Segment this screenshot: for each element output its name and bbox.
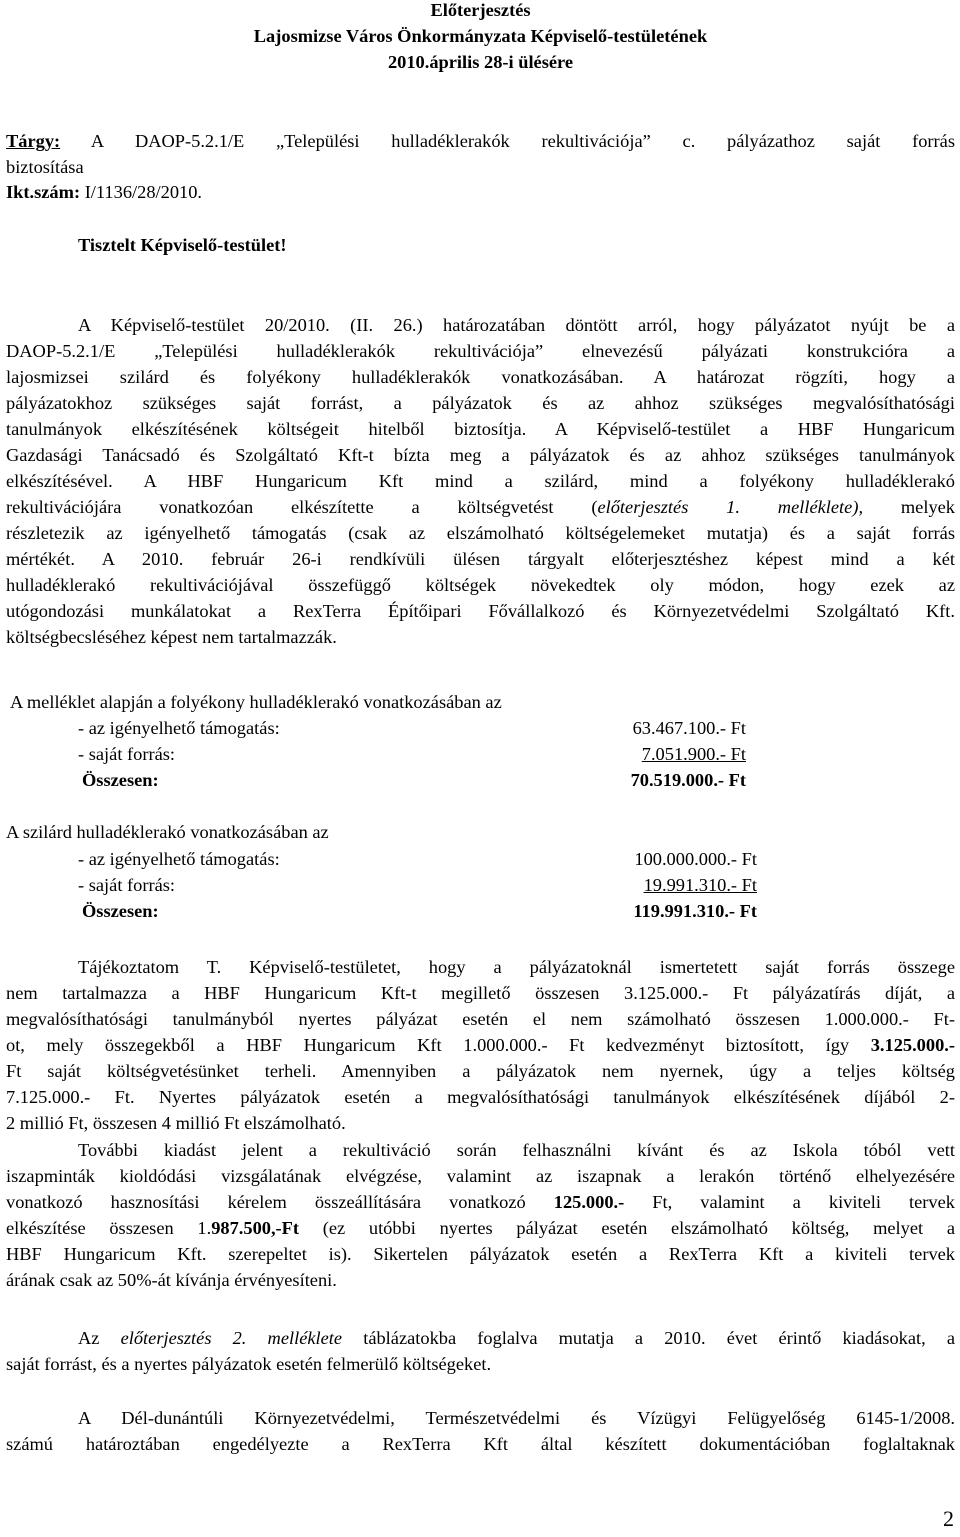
para1-line: A Képviselő-testület 20/2010. (II. 26.) határozatában döntött arról, hogy pályázatot nyújt be a [78, 315, 955, 335]
para5-line: számú határoztában engedélyezte a RexTerra Kft által készített dokumentációban foglaltaknak [6, 1434, 955, 1454]
para3-line [6, 1189, 955, 1215]
file-number-value: I/1136/28/2010. [84, 182, 203, 202]
file-number [6, 179, 955, 205]
para1-line: utógondozási munkálatokat a RexTerra Építőipari Fővállalkozó és Környezetvédelmi Szolgáltató Kft. [6, 601, 955, 621]
salutation: Tisztelt Képviselő-testület! [78, 235, 287, 255]
para3-line: iszapminták kioldódási vizsgálatának elvégzése, valamint az iszapnak a lerakón történő elhelyezésére [6, 1166, 955, 1186]
subject-line [6, 128, 955, 154]
para1-line: tanulmányok elkészítésének költségeit hitelből biztosítja. A Képviselő-testület a HBF Hungaricum [6, 419, 955, 439]
doc-type-title: Előterjesztés [430, 0, 531, 20]
para1-line: lajosmizsei szilárd és folyékony hulladéklerakók vonatkozásában. A határozat rögzíti, hogy a [6, 367, 955, 387]
para1-line: elkészítésével. A HBF Hungaricum Kft mind a szilárd, mind a folyékony hulladéklerakó [6, 471, 955, 491]
solid-total-label: Összesen: [82, 901, 159, 921]
solid-support-value: 100.000.000.- Ft [634, 849, 757, 869]
para3-text: vonatkozó hasznosítási kérelem összeállítására vonatkozó [6, 1192, 554, 1212]
liquid-total-label: Összesen: [82, 770, 159, 790]
para2-line: Ft saját költségvetésünket terheli. Amennyiben a pályázatok nem nyernek, úgy a teljes költség [6, 1061, 955, 1081]
para1-line: hulladéklerakó rekultivációjával összefüggő költségek növekedtek oly módon, hogy ezek az [6, 575, 955, 595]
subject-label: Tárgy: [6, 131, 61, 151]
para1-text: melyek [863, 497, 955, 517]
liquid-own-value: 7.051.900.- Ft [641, 744, 746, 764]
para2-line: 7.125.000.- Ft. Nyertes pályázatok esetén a megvalósíthatósági tanulmányok elkészítésének díjából 2- [6, 1087, 955, 1107]
file-number-label: Ikt.szám: [6, 182, 81, 202]
para1-line: DAOP-5.2.1/E „Települési hulladéklerakók rekultivációja” elnevezésű pályázati konstrukcióra a [6, 341, 955, 361]
solid-own-label: - saját forrás: [78, 875, 176, 895]
para4-text: táblázatokba foglalva mutatja a 2010. évet érintő kiadásokat, a [342, 1328, 956, 1348]
para2-line [6, 1032, 955, 1058]
application-cost-amount: 125.000.- [553, 1192, 625, 1212]
para1-line [6, 494, 955, 520]
annex2-reference: előterjesztés 2. melléklete [120, 1328, 343, 1348]
para3-text: elkészítése összesen 1. [6, 1218, 212, 1238]
para4-line: saját forrást, és a nyertes pályázatok esetén felmerülő költségeket. [6, 1354, 492, 1374]
annex1-reference: előterjesztés 1. melléklete), [597, 497, 864, 517]
solid-own-value: 19.991.310.- Ft [643, 875, 757, 895]
para1-line: Gazdasági Tanácsadó és Szolgáltató Kft-t bízta meg a pályázatok és az ahhoz szükséges tanulmányok [6, 445, 955, 465]
solid-intro: A szilárd hulladéklerakó vonatkozásában az [6, 822, 329, 842]
liquid-intro: A melléklet alapján a folyékony hulladéklerakó vonatkozásában az [10, 692, 502, 712]
para1-line: részletezik az igényelhető támogatás (csak az elszámolható költségelemeket mutatja) és a saját forrás [6, 523, 955, 543]
para3-text: (ez utóbbi nyertes pályázat esetén elszámolható költség, melyet a [299, 1218, 955, 1238]
para3-line: HBF Hungaricum Kft. szerepeltet is). Sikertelen pályázatok esetén a RexTerra Kft a kiviteli tervek [6, 1244, 955, 1264]
para5-line: A Dél-dunántúli Környezetvédelmi, Természetvédelmi és Vízügyi Felügyelőség 6145-1/2008. [78, 1408, 955, 1428]
para3-line: árának csak az 50%-át kívánja érvényesíteni. [6, 1270, 337, 1290]
liquid-support-value: 63.467.100.- Ft [632, 718, 746, 738]
para1-line: költségbecsléséhez képest nem tartalmazzák. [6, 627, 337, 647]
para2-line: 2 millió Ft, összesen 4 millió Ft elszámolható. [6, 1113, 346, 1133]
council-title: Lajosmizse Város Önkormányzata Képviselő-testületének [253, 26, 708, 46]
design-cost-amount: 987.500,-Ft [211, 1218, 300, 1238]
liquid-total-value: 70.519.000.- Ft [630, 770, 746, 790]
para2-line: Tájékoztatom T. Képviselő-testületet, hogy a pályázatoknál ismertetett saját forrás összege [78, 957, 955, 977]
meeting-date: 2010.április 28-i ülésére [387, 52, 574, 72]
para3-line [6, 1215, 955, 1241]
para4-line [78, 1325, 955, 1351]
liquid-support-label: - az igényelhető támogatás: [78, 718, 280, 738]
liquid-own-label: - saját forrás: [78, 744, 176, 764]
solid-total-value: 119.991.310.- Ft [633, 901, 757, 921]
subject-text: A DAOP-5.2.1/E „Települési hulladéklerakók rekultivációja” c. pályázathoz saját forrás [90, 131, 955, 151]
page-number: 2 [943, 1506, 954, 1531]
para2-line: nem tartalmazza a HBF Hungaricum Kft-t megillető összesen 3.125.000.- Ft pályázatírás díját, a [6, 983, 955, 1003]
para1-line: pályázatokhoz szükséges saját forrást, a pályázatok és az ahhoz szükséges megvalósíthatósági [6, 393, 955, 413]
solid-support-label: - az igényelhető támogatás: [78, 849, 280, 869]
para2-line: megvalósíthatósági tanulmányból nyertes pályázat esetén el nem számolható összesen 1.000.000.- Ft- [6, 1009, 955, 1029]
para2-text: ot, mely összegekből a HBF Hungaricum Kft 1.000.000.- Ft kedvezményt biztosított, így [6, 1035, 871, 1055]
subject-text-cont: biztosítása [6, 157, 84, 177]
para3-text: Ft, valamint a kiviteli tervek [624, 1192, 955, 1212]
own-cost-amount: 3.125.000.- [870, 1035, 955, 1055]
para1-line: mértékét. A 2010. február 26-i rendkívüli ülésen tárgyalt előterjesztéshez képest mind a két [6, 549, 955, 569]
para4-text: Az [78, 1328, 121, 1348]
para1-text: rekultivációjára vonatkozóan elkészítette a költségvetést ( [6, 497, 598, 517]
para3-line: További kiadást jelent a rekultiváció során felhasználni kívánt és az Iskola tóból vett [78, 1140, 955, 1160]
